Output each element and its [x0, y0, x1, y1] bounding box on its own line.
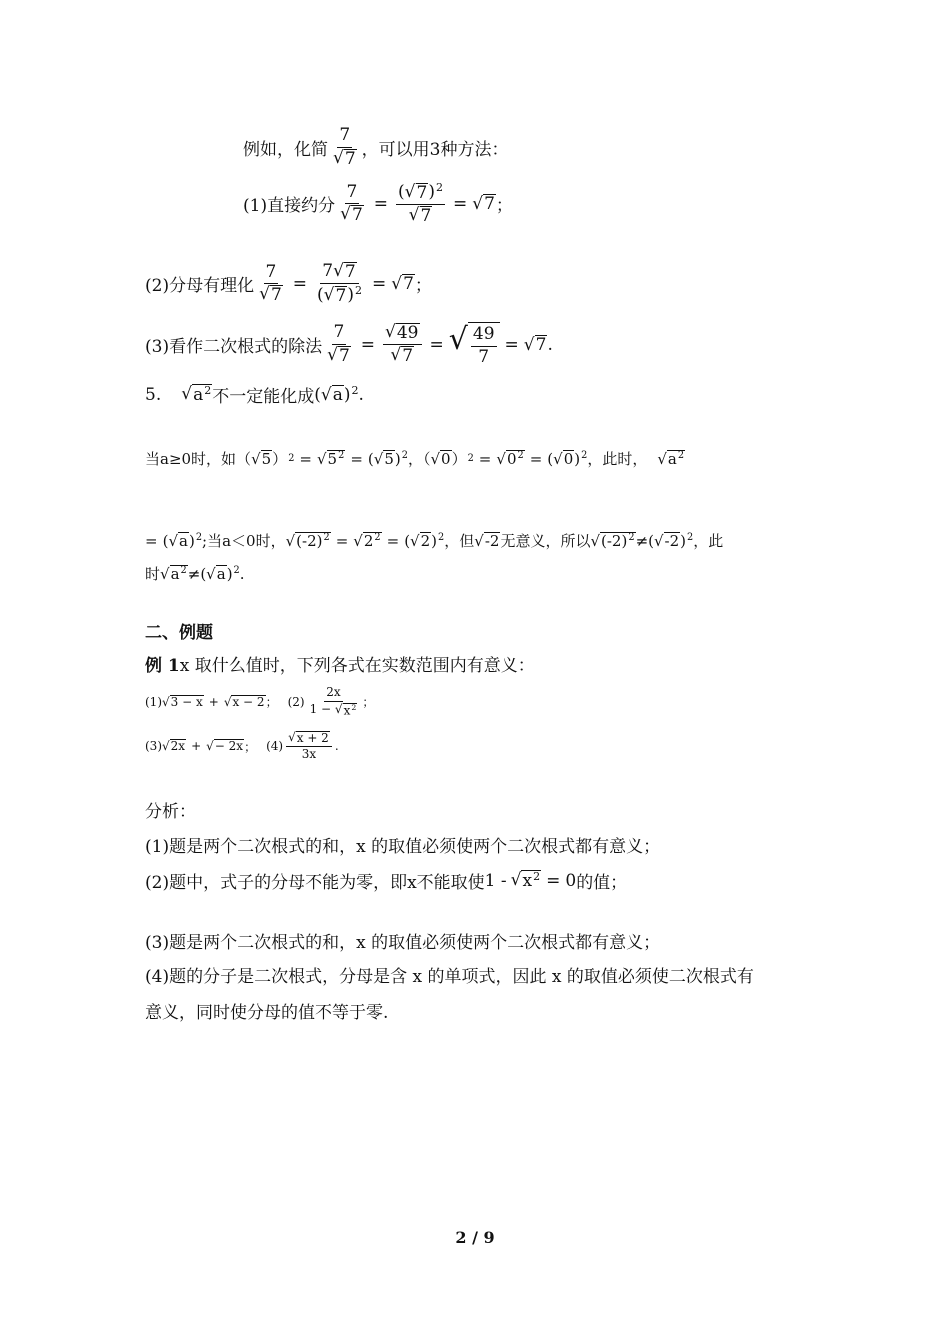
analysis-4-line-2: 意义，同时使分母的值不等于零. [145, 1003, 389, 1023]
point-5-line: 5. √ $a^2$ 不一定能化成 ( √ a )$^2$. [145, 383, 364, 407]
case-2-meaningless: 无意义，所以 [500, 532, 591, 550]
case-1-comma2: ，此时， [587, 450, 648, 468]
case-negative-line: = ( √ a )$^2$; 当a＜0时， √ $(-2)^2$ = √ $2^2$ = ( √ 2 )$^2$ ，但 √ -2 无意义，所以 √ $(-2)^2$ ≠( √ -2 )$^2$ ，此 [145, 531, 724, 550]
method-3-line: (3)看作二次根式的除法 7 √ 7 = √ 49 √ 7 = √ $\frac{49}{7}$ = √ 7 . [145, 322, 553, 367]
fraction: 7 √ 7 ( √ 7 )$^2$ [317, 261, 362, 306]
fraction: 7 √ 7 [259, 261, 282, 306]
method-1-line: (1)直接约分 7 √ 7 = ( √ 7 )$^2$ √ 7 = √ 7 ； [243, 181, 513, 226]
case-2-but: ，但 [444, 532, 475, 550]
analysis-2-prefix: (2)题中，式子的分母不能为零，即x不能取使 [145, 873, 485, 893]
analysis-title: 分析： [145, 802, 196, 822]
method-3-label: (3)看作二次根式的除法 [145, 337, 323, 358]
example-expr-1-2: (1) √ 3 − x + √ x − 2 ； (2) 2x 1 − √ $x^2$ ； [145, 685, 375, 718]
case-2-mid: 当a＜0时， [207, 532, 286, 550]
case-1-comma1: ，（ [407, 450, 431, 468]
section-title: 二、例题 [145, 623, 213, 643]
point-5-text: 不一定能化成 [212, 387, 315, 407]
analysis-2-suffix: 的值； [576, 873, 628, 893]
method-2-line: (2)分母有理化 7 √ 7 = 7 √ 7 ( √ 7 )$^2$ = √ 7 ； [145, 261, 432, 306]
page-number: 2 / 9 [455, 1228, 495, 1247]
example-1-line [145, 651, 535, 676]
example-label: 例 1 [145, 656, 180, 676]
point-5-num: 5. [145, 384, 162, 405]
analysis-2-line: (2)题中，式子的分母不能为零，即x不能取使 1 - √ $x^2$ = 0 的值； [145, 868, 627, 893]
example-expr-3-4: (3) √ 2x + √ − 2x ； (4) √ x + 2 3x . [145, 730, 339, 762]
fraction-7-over-root7: 7 √ 7 [333, 125, 356, 169]
fraction: √ 49 √ 7 [383, 323, 421, 365]
method-1-label: (1)直接约分 [243, 196, 336, 217]
analysis-3: (3)题是两个二次根式的和，x 的取值必须使两个二次根式都有意义； [145, 933, 661, 953]
case-2-tail: ，此 [693, 532, 724, 550]
case-conclusion-line: 时 √ $a^2$ ≠( √ a )$^2$. [145, 564, 245, 583]
case-3-prefix: 时 [145, 565, 161, 583]
method-2-label: (2)分母有理化 [145, 276, 255, 297]
intro-prefix: 例如，化简 [243, 139, 328, 160]
fraction: 7 √ 7 [340, 181, 363, 226]
case-nonnegative-line: 当a≥0时，如（ √ 5 ） 2 = √ $5^2$ = ( √ 5 )$^2$ ，（ √ 0 ） 2 = √ $0^2$ = ( √ 0 )$^2$ ，此时， √ $a^2$ [145, 449, 685, 468]
case-1-prefix: 当a≥0时，如（ [145, 450, 252, 468]
intro-line [243, 126, 509, 168]
fraction: ( √ 7 )$^2$ √ 7 [398, 181, 443, 226]
analysis-4-line-1: (4)题的分子是二次根式，分母是含 x 的单项式，因此 x 的取值必须使二次根式有 [145, 967, 754, 987]
example-text: x 取什么值时，下列各式在实数范围内有意义： [179, 656, 535, 676]
analysis-1: (1)题是两个二次根式的和，x 的取值必须使两个二次根式都有意义； [145, 837, 661, 857]
intro-suffix: ，可以用3种方法： [361, 139, 509, 160]
fraction: 7 √ 7 [327, 322, 350, 366]
